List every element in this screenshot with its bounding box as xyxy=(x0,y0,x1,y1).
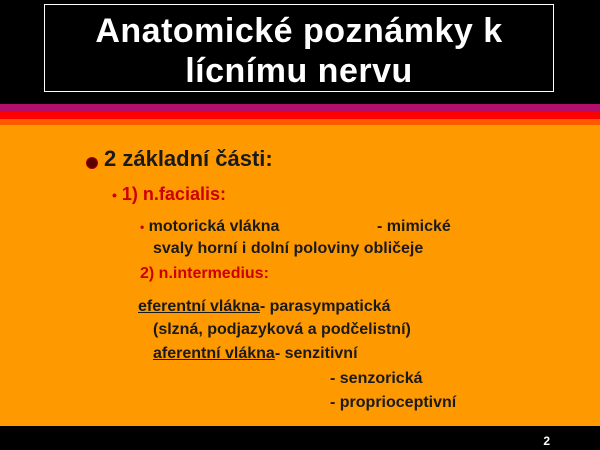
afferent-line xyxy=(153,345,358,363)
motor-line xyxy=(140,218,279,236)
bullet-dot-icon: • xyxy=(112,187,117,203)
efferent-continuation: (slzná, podjazyková a podčelistní) xyxy=(153,321,411,338)
bullet-dot-icon: • xyxy=(140,220,145,234)
page-number: 2 xyxy=(543,434,550,448)
afferent-item-senzoricka: - senzorická xyxy=(330,370,423,387)
title-box xyxy=(44,4,554,92)
slide-title xyxy=(45,11,553,91)
content-area xyxy=(0,125,600,426)
efferent-text: - parasympatická xyxy=(259,298,391,315)
afferent-label: aferentní vlákna xyxy=(153,345,275,362)
efferent-line xyxy=(138,298,391,316)
title-line-2: lícnímu nervu xyxy=(185,52,413,90)
motor-continuation: svaly horní i dolní poloviny obličeje xyxy=(153,240,424,257)
facialis-item xyxy=(112,184,226,205)
motor-dash-text: - mimické xyxy=(377,218,451,235)
motor-label: motorická vlákna xyxy=(148,218,280,235)
heading-text: 2 základní části: xyxy=(104,146,273,171)
main-bullet-icon xyxy=(86,157,98,169)
stripe-magenta xyxy=(0,104,600,112)
bottom-bar xyxy=(0,426,600,450)
facialis-label: 1) n.facialis: xyxy=(121,184,226,204)
intermedius-label: 2) n.intermedius: xyxy=(140,265,269,282)
stripe-red xyxy=(0,112,600,119)
afferent-item-proprioceptivni: - proprioceptivní xyxy=(330,394,457,411)
title-line-1: Anatomické poznámky k xyxy=(95,12,503,50)
efferent-label: eferentní vlákna xyxy=(138,298,260,315)
afferent-text: - senzitivní xyxy=(274,345,358,362)
